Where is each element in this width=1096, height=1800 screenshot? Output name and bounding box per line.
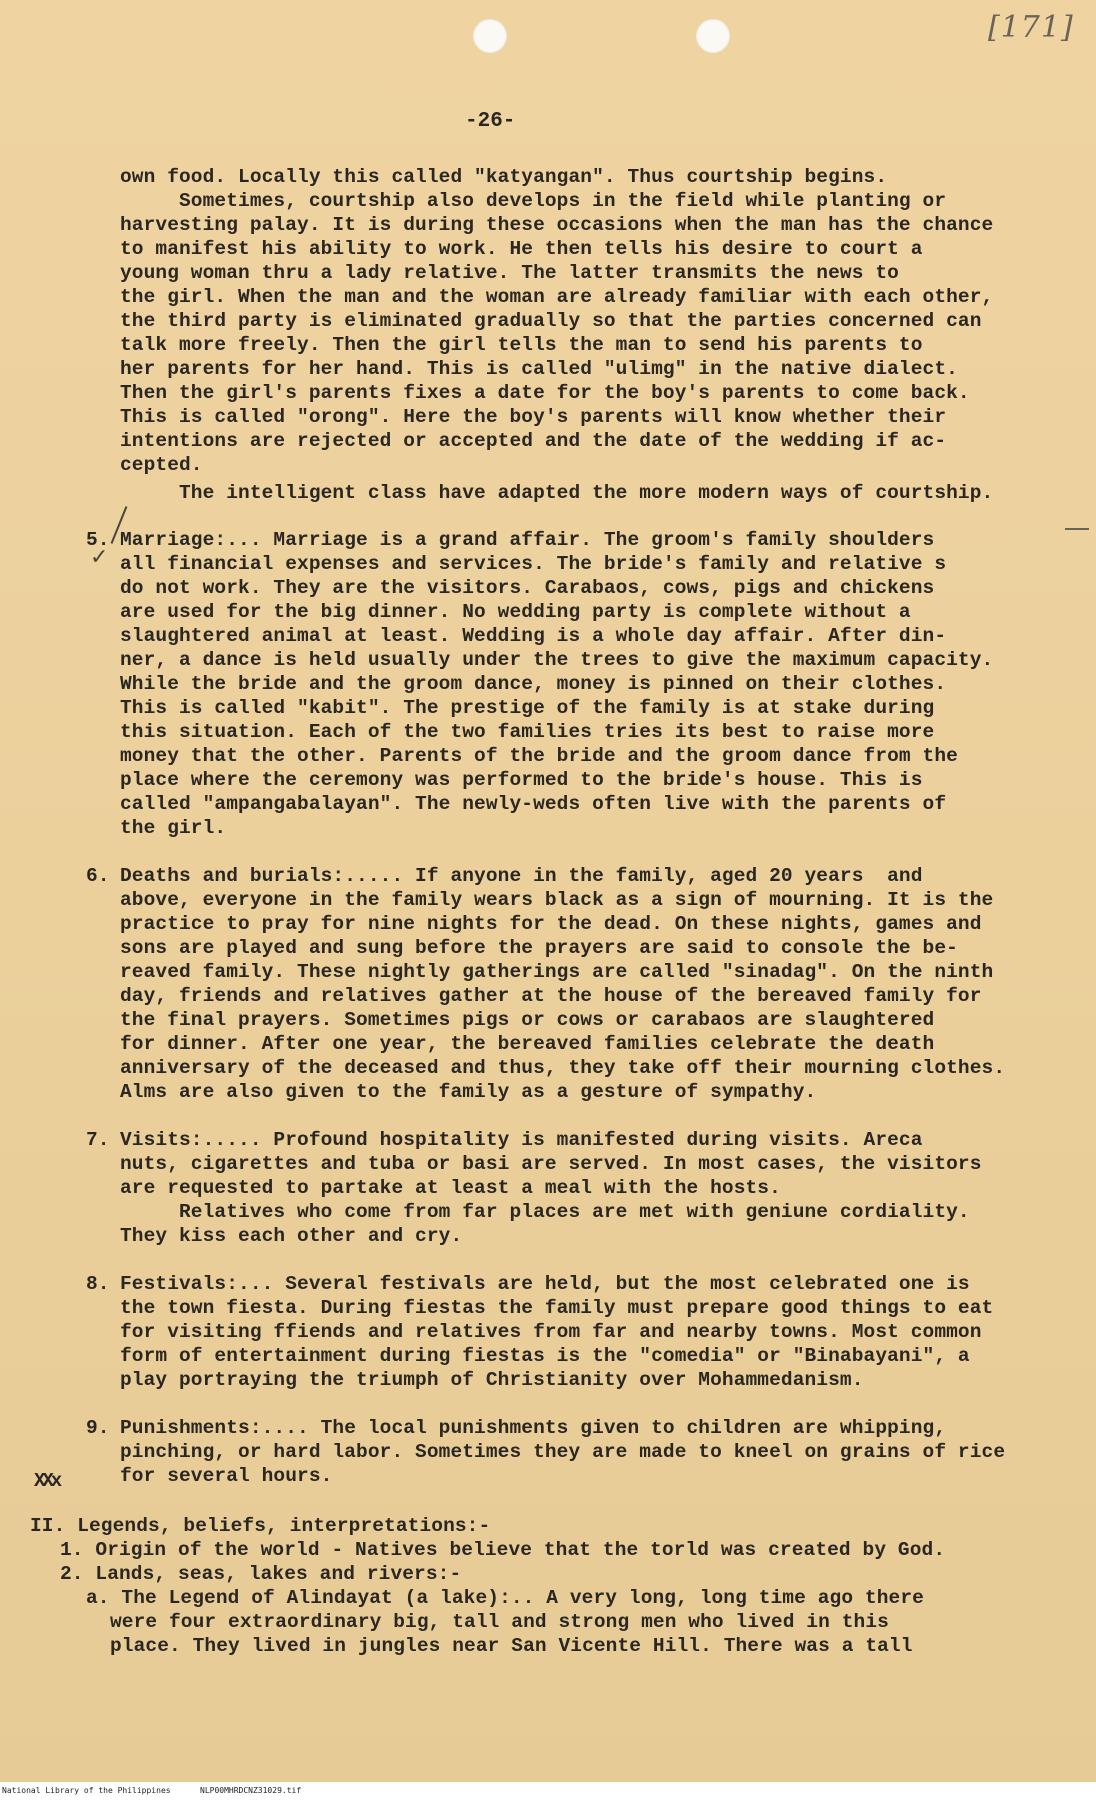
text-line: II. Legends, beliefs, interpretations:- xyxy=(30,1515,491,1537)
text-line: do not work. They are the visitors. Carabaos, cows, pigs and chickens xyxy=(120,577,935,599)
text-line: all financial expenses and services. The bride's family and relative s xyxy=(120,553,947,575)
text-line: harvesting palay. It is during these occasions when the man has the chance xyxy=(120,214,994,236)
text-line: slaughtered animal at least. Wedding is a whole day affair. After din- xyxy=(120,625,947,647)
text-line: the third party is eliminated gradually so that the parties concerned can xyxy=(120,310,982,332)
text-line: Sometimes, courtship also develops in the field while planting or xyxy=(120,190,947,212)
text-line: They kiss each other and cry. xyxy=(120,1225,463,1247)
scan-footer xyxy=(0,1782,1096,1800)
footer-filename: NLP00MHRDCNZ31029.tif xyxy=(200,1786,302,1795)
text-line: Then the girl's parents fixes a date for the boy's parents to come back. xyxy=(120,382,970,404)
text-line: for dinner. After one year, the bereaved families celebrate the death xyxy=(120,1033,935,1055)
text-line: While the bride and the groom dance, money is pinned on their clothes. xyxy=(120,673,947,695)
handwritten-page-mark: [171] xyxy=(988,10,1074,45)
text-line: Visits:..... Profound hospitality is manifested during visits. Areca xyxy=(120,1129,923,1151)
text-line: her parents for her hand. This is called "ulimg" in the native dialect. xyxy=(120,358,958,380)
text-line: a. The Legend of Alindayat (a lake):.. A very long, long time ago there xyxy=(86,1587,924,1609)
punch-hole xyxy=(696,19,730,53)
text-line: for several hours. xyxy=(120,1465,333,1487)
text-line: intentions are rejected or accepted and the date of the wedding if ac- xyxy=(120,430,947,452)
text-line: to manifest his ability to work. He then tells his desire to court a xyxy=(120,238,923,260)
item-number: 5. xyxy=(86,529,110,551)
text-line: 2. Lands, seas, lakes and rivers:- xyxy=(60,1563,462,1585)
text-line: Punishments:.... The local punishments given to children are whipping, xyxy=(120,1417,947,1439)
text-line: this situation. Each of the two families tries its best to raise more xyxy=(120,721,935,743)
text-line: called "ampangabalayan". The newly-weds often live with the parents of xyxy=(120,793,947,815)
text-line: day, friends and relatives gather at the house of the bereaved family for xyxy=(120,985,982,1007)
text-line: practice to pray for nine nights for the dead. On these nights, games and xyxy=(120,913,982,935)
margin-dash xyxy=(1065,528,1089,530)
text-line: The intelligent class have adapted the more modern ways of courtship. xyxy=(120,482,994,504)
text-line: talk more freely. Then the girl tells the man to send his parents to xyxy=(120,334,923,356)
text-line: place. They lived in jungles near San Vicente Hill. There was a tall xyxy=(110,1635,913,1657)
text-line: cepted. xyxy=(120,454,203,476)
text-line: money that the other. Parents of the bride and the groom dance from the xyxy=(120,745,958,767)
text-line: reaved family. These nightly gatherings are called "sinadag". On the ninth xyxy=(120,961,994,983)
check-mark-icon: ✓ xyxy=(90,545,109,570)
text-line: the town fiesta. During fiestas the family must prepare good things to eat xyxy=(120,1297,994,1319)
item-number: 6. xyxy=(86,865,110,887)
footer-library: National Library of the Philippines xyxy=(2,1786,171,1795)
item-number: 9. xyxy=(86,1417,110,1439)
text-line: nuts, cigarettes and tuba or basi are served. In most cases, the visitors xyxy=(120,1153,982,1175)
text-line: Alms are also given to the family as a gesture of sympathy. xyxy=(120,1081,817,1103)
text-line: 1. Origin of the world - Natives believe that the torld was created by God. xyxy=(60,1539,946,1561)
page-number: -26- xyxy=(465,110,516,133)
text-line: pinching, or hard labor. Sometimes they are made to kneel on grains of rice xyxy=(120,1441,1006,1463)
text-line: Marriage:... Marriage is a grand affair. The groom's family shoulders xyxy=(120,529,935,551)
text-line: ner, a dance is held usually under the trees to give the maximum capacity. xyxy=(120,649,994,671)
margin-strikeout-mark: XXx xyxy=(34,1470,60,1492)
text-line: are used for the big dinner. No wedding party is complete without a xyxy=(120,601,911,623)
text-line: anniversary of the deceased and thus, they take off their mourning clothes. xyxy=(120,1057,1006,1079)
text-line: Relatives who come from far places are met with geniune cordiality. xyxy=(120,1201,970,1223)
text-line: were four extraordinary big, tall and strong men who lived in this xyxy=(110,1611,889,1633)
text-line: are requested to partake at least a meal with the hosts. xyxy=(120,1177,781,1199)
text-line: the girl. When the man and the woman are already familiar with each other, xyxy=(120,286,994,308)
item-number: 8. xyxy=(86,1273,110,1295)
text-line: place where the ceremony was performed to the bride's house. This is xyxy=(120,769,923,791)
text-line: above, everyone in the family wears black as a sign of mourning. It is the xyxy=(120,889,994,911)
text-line: Deaths and burials:..... If anyone in the family, aged 20 years and xyxy=(120,865,923,887)
item-number: 7. xyxy=(86,1129,110,1151)
text-line: form of entertainment during fiestas is the "comedia" or "Binabayani", a xyxy=(120,1345,970,1367)
text-line: own food. Locally this called "katyangan". Thus courtship begins. xyxy=(120,166,888,188)
text-line: the final prayers. Sometimes pigs or cows or carabaos are slaughtered xyxy=(120,1009,935,1031)
text-line: young woman thru a lady relative. The latter transmits the news to xyxy=(120,262,899,284)
text-line: sons are played and sung before the prayers are said to console the be- xyxy=(120,937,958,959)
punch-hole xyxy=(473,19,507,53)
text-line: the girl. xyxy=(120,817,227,839)
text-line: Festivals:... Several festivals are held, but the most celebrated one is xyxy=(120,1273,970,1295)
text-line: This is called "kabit". The prestige of the family is at stake during xyxy=(120,697,935,719)
text-line: play portraying the triumph of Christianity over Mohammedanism. xyxy=(120,1369,864,1391)
text-line: for visiting ffiends and relatives from far and nearby towns. Most common xyxy=(120,1321,982,1343)
text-line: This is called "orong". Here the boy's parents will know whether their xyxy=(120,406,947,428)
